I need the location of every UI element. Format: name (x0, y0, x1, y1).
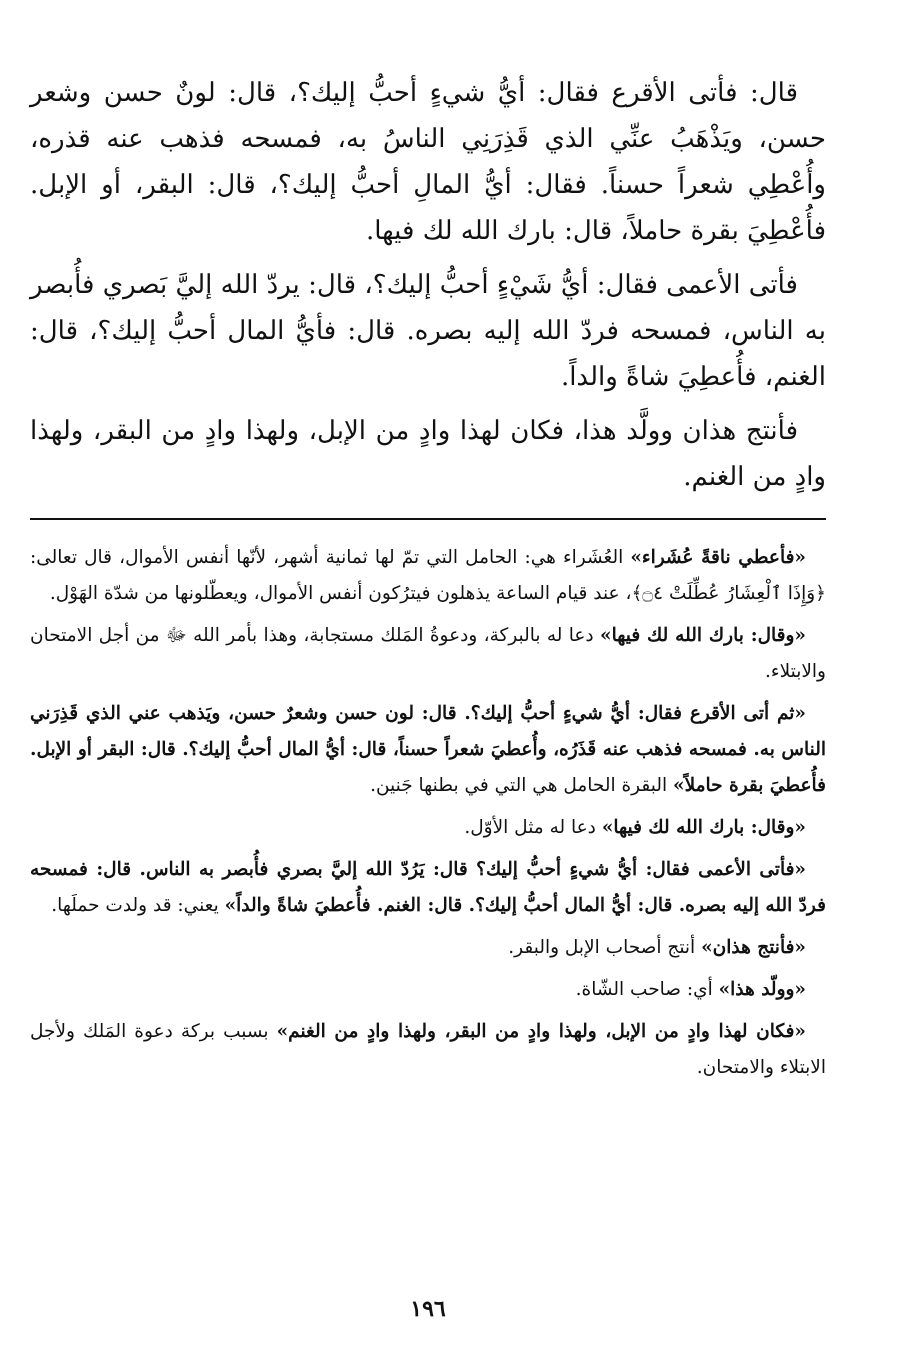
note-quote: «وقال: بارك الله لك فيها» (601, 817, 806, 838)
main-paragraph: فأنتج هذان وولَّد هذا، فكان لهذا وادٍ من الإبل، ولهذا وادٍ من البقر، ولهذا وادٍ من الغنم. (30, 416, 826, 492)
page-number: ١٩٦ (410, 1296, 446, 1322)
note-paragraph (30, 696, 826, 804)
note-explanation: بسبب بركة دعوة المَلك ولأجل الابتلاء والامتحان. (30, 1021, 826, 1078)
book-page (30, 70, 826, 1340)
note-paragraph (30, 930, 826, 966)
note-explanation: أنتج أصحاب الإبل والبقر. (508, 937, 702, 958)
note-quote: «وقال: بارك الله لك فيها» (600, 625, 806, 646)
note-explanation: أي: صاحب الشّاة. (575, 979, 719, 1000)
note-explanation: البقرة الحامل هي التي في بطنها جَنين. (370, 775, 673, 796)
note-paragraph (30, 810, 826, 846)
note-paragraph (30, 540, 826, 612)
footnote-divider (30, 518, 826, 520)
note-quote: «فأنتج هذان» (701, 937, 806, 958)
note-quote: «وولّد هذا» (718, 979, 806, 1000)
note-quote: «ثم أتى الأقرع فقال: أيُّ شيءٍ أحبُّ إليك؟. قال: لون حسن وشعرٌ حسن، ويَذهب عني الذي قَذِرَني الناس به. فمسحه فذهب عنه قَذَرُه، وأُعطيَ شعراً حسناً، قال: أيُّ المال أحبُّ إليك؟. قال: البقر أو الإبل. فأُعطيَ بقرة حاملاً» (30, 703, 826, 796)
main-paragraph: فأتى الأعمى فقال: أيُّ شَيْءٍ أحبُّ إليك؟، قال: يردّ الله إليَّ بَصري فأُبصر به الناس، فمسحه فردّ الله إليه بصره. قال: فأيُّ المال أحبُّ إليك؟، قال: الغنم، فأُعطِيَ شاةً والداً. (30, 270, 826, 392)
note-explanation: العُشَراء هي: الحامل التي تمّ لها ثمانية أشهر، لأنّها أنفس الأموال، قال تعالى: ﴿وَإِذَا ٱلْعِشَارُ عُطِّلَتْ ۝٤﴾، عند قيام الساعة يذهلون فيترُكون أنفس الأموال، ويعطّلونها من شدّة الهَوْل. (30, 547, 826, 604)
note-explanation: يعني: قد ولدت حملَها. (51, 895, 225, 916)
note-paragraph (30, 972, 826, 1008)
main-paragraph: قال: فأتى الأقرع فقال: أيُّ شيءٍ أحبُّ إليك؟، قال: لونٌ حسن وشعر حسن، ويَذْهَبُ عنِّي الذي قَذِرَنِي الناسُ به، فمسحه فذهب عنه قذره، وأُعْطِي شعراً حسناً. فقال: أيُّ المالِ أحبُّ إليك؟، قال: البقر، أو الإبل. فأُعْطِيَ بقرة حاملاً، قال: بارك الله لك فيها. (30, 78, 826, 246)
note-quote: «فأعطي ناقةً عُشَراء» (630, 547, 806, 568)
note-paragraph (30, 1014, 826, 1086)
note-explanation: دعا له مثل الأوّل. (464, 817, 602, 838)
note-paragraph (30, 618, 826, 690)
note-quote: «فكان لهذا وادٍ من الإبل، ولهذا وادٍ من البقر، ولهذا وادٍ من الغنم» (276, 1021, 806, 1042)
main-text (30, 70, 826, 500)
note-quote: «فأتى الأعمى فقال: أيُّ شيءٍ أحبُّ إليك؟ قال: يَرُدّ الله إليَّ بصري فأُبصر به الناس. قال: فمسحه فردّ الله إليه بصره. قال: أيُّ المال أحبُّ إليك؟. قال: الغنم. فأُعطيَ شاةً والداً» (30, 859, 826, 916)
commentary-notes (30, 540, 826, 1086)
note-explanation: دعا له بالبركة، ودعوةُ المَلك مستجابة، وهذا بأمر الله ﷻ من أجل الامتحان والابتلاء. (30, 625, 826, 682)
note-paragraph (30, 852, 826, 924)
